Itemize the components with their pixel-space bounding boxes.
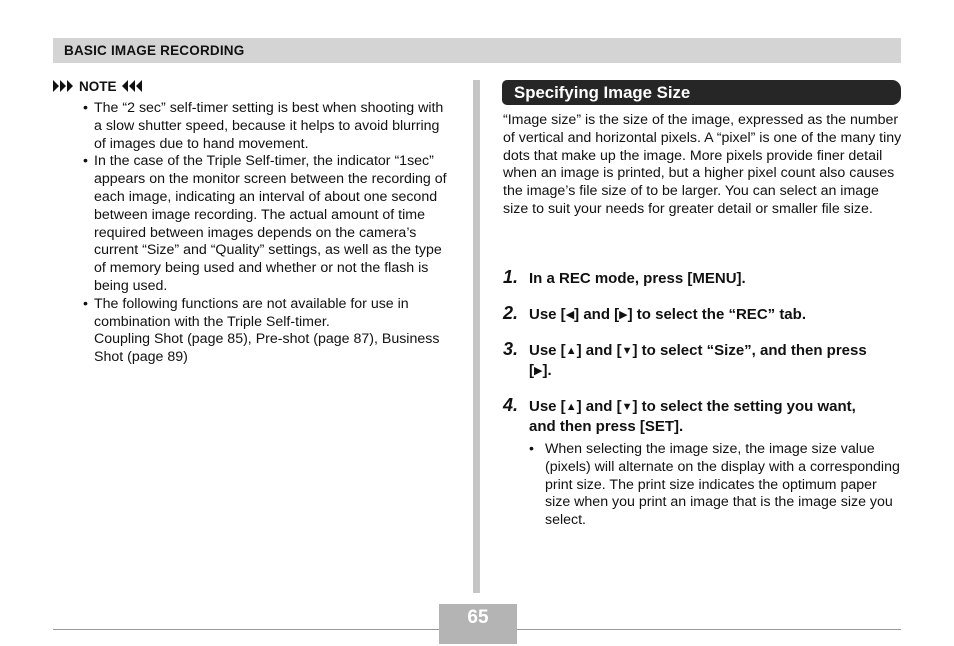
section-intro: “Image size” is the size of the image, expressed as the number of vertical and horizontal pixels. A “pixel” is one of the many tiny dots that make up the image. More pixels provide finer detail when an image is printed, but a higher pixel count also causes the image’s file size of to be larger. You can select an image size to suit your needs for greater detail or smaller file size. xyxy=(503,112,902,217)
down-triangle-icon: ▼ xyxy=(621,345,633,357)
step-number: 1. xyxy=(503,267,519,287)
up-triangle-icon: ▲ xyxy=(565,401,577,413)
step-note-text: When selecting the image size, the image size value (pixels) will alternate on the display with a corresponding print size. The print size indicates the optimum paper size when you print an image that is the image size you select. xyxy=(545,441,900,529)
step-number: 2. xyxy=(503,303,519,323)
step-text: Use [▲] and [▼] to select the setting you want, and then press [SET]. xyxy=(529,398,856,435)
step-text: Use [▲] and [▼] to select “Size”, and then press [▶]. xyxy=(529,342,867,379)
note-right-arrows-icon xyxy=(122,80,142,92)
step-3 xyxy=(503,340,879,381)
section-title: Specifying Image Size xyxy=(514,83,691,102)
note-item-text: The “2 sec” self-timer setting is best when shooting with a slow shutter speed, because it helps to avoid blurring of images due to hand movement. xyxy=(94,100,444,152)
step-text: In a REC mode, press [MENU]. xyxy=(529,270,746,287)
step-1 xyxy=(503,268,879,289)
note-heading xyxy=(53,78,142,94)
chapter-header-bar xyxy=(53,38,901,63)
chapter-title: BASIC IMAGE RECORDING xyxy=(64,43,245,58)
right-triangle-icon: ▶ xyxy=(534,365,543,377)
left-triangle-icon: ◀ xyxy=(565,309,575,321)
note-left-arrows-icon xyxy=(53,80,73,92)
page-number-box xyxy=(439,604,517,644)
note-item-subtext: Coupling Shot (page 85), Pre-shot (page 87), Business Shot (page 89) xyxy=(94,331,440,366)
step-number: 3. xyxy=(503,339,519,359)
note-item xyxy=(83,153,455,295)
note-item-text: The following functions are not available for use in combination with the Triple Self-timer. xyxy=(94,295,409,330)
down-triangle-icon: ▼ xyxy=(621,401,633,413)
section-title-bar xyxy=(502,80,901,105)
up-triangle-icon: ▲ xyxy=(565,345,577,357)
note-list xyxy=(83,100,455,367)
step-4 xyxy=(503,396,879,437)
column-divider xyxy=(473,80,480,593)
step-note-list xyxy=(529,441,901,530)
page-number: 65 xyxy=(467,607,489,628)
step-2 xyxy=(503,304,879,325)
note-label: NOTE xyxy=(79,78,117,94)
step-text: Use [◀] and [▶] to select the “REC” tab. xyxy=(529,306,806,323)
right-triangle-icon: ▶ xyxy=(619,309,628,321)
step-number: 4. xyxy=(503,395,519,415)
note-item-text: In the case of the Triple Self-timer, the indicator “1sec” appears on the monitor screen between the recording of each image, indicating an interval of about one second between image recording. The actual amount of time required between images depends on the camera’s current “Size” and “Quality” settings, as well as the type of memory being used and whether or not the flash is being used. xyxy=(94,153,447,294)
note-item xyxy=(83,100,455,153)
step-note-item xyxy=(529,441,901,530)
note-item xyxy=(83,296,455,367)
